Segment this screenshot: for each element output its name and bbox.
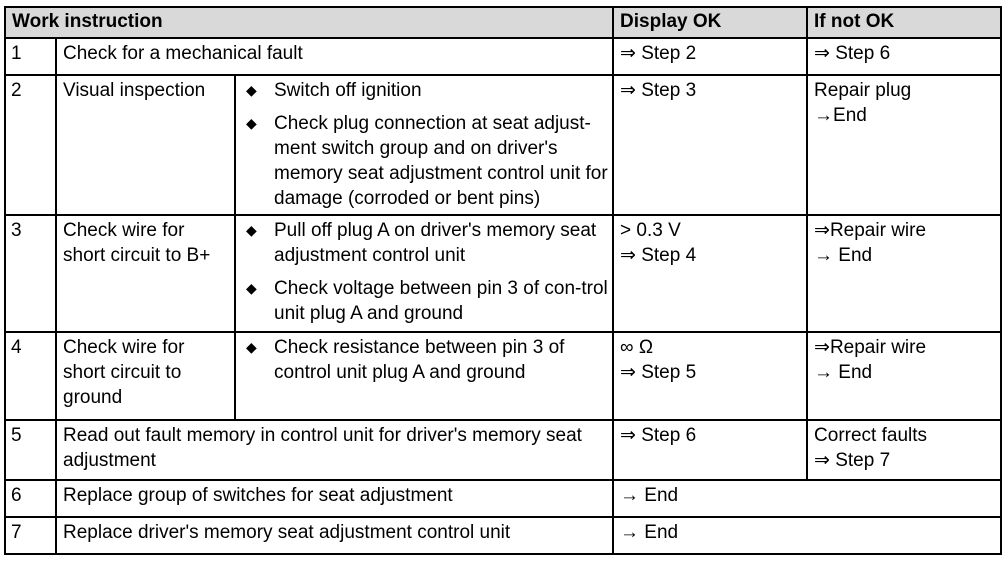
header-work-instruction: Work instruction: [5, 7, 613, 38]
if-not-ok-line: ⇒Repair wire: [814, 337, 927, 358]
display-ok-cell: [613, 38, 807, 75]
if-not-ok-line: → End: [814, 245, 873, 266]
display-ok-line: → End: [620, 522, 679, 543]
display-ok-line: ⇒ Step 3: [620, 80, 697, 101]
display-ok-cell: [613, 420, 807, 480]
step-action: Check for a mechanical fault: [56, 38, 613, 75]
step-number: 6: [5, 480, 56, 517]
table-row: [5, 332, 1001, 420]
bullet-diamond-icon: ◆: [246, 222, 257, 238]
if-not-ok-line: Repair plug: [814, 80, 912, 101]
step-action: Check wire for short circuit to B+: [56, 215, 235, 332]
step-number: 1: [5, 38, 56, 75]
display-ok-line: ⇒ Step 2: [620, 43, 697, 64]
step-action: Read out fault memory in control unit for driver's memory seat adjustment: [56, 420, 613, 480]
list-item: [244, 78, 608, 103]
if-not-ok-cell: [807, 332, 1001, 420]
bullet-text: Check resistance between pin 3 of control unit plug A and ground: [274, 337, 565, 383]
bullet-text: Switch off ignition: [274, 80, 422, 101]
bullet-diamond-icon: ◆: [246, 115, 257, 131]
header-display-ok: Display OK: [613, 7, 807, 38]
step-action: Replace group of switches for seat adjustment: [56, 480, 613, 517]
bullet-text: Check voltage between pin 3 of con-trol unit plug A and ground: [274, 278, 608, 324]
bullet-text: Pull off plug A on driver's memory seat adjustment control unit: [274, 220, 597, 266]
step-number: 5: [5, 420, 56, 480]
if-not-ok-cell: [807, 75, 1001, 215]
table-row: [5, 215, 1001, 332]
display-ok-line: ∞ Ω: [620, 337, 654, 358]
if-not-ok-line: →End: [814, 105, 867, 126]
display-ok-line: ⇒ Step 4: [620, 245, 697, 266]
step-number: 7: [5, 517, 56, 554]
bullet-text: Check plug connection at seat adjust-ment switch group and on driver's memory seat adjustment control unit for damage (corroded or bent pins): [274, 113, 608, 209]
list-item: [244, 218, 608, 268]
list-item: [244, 111, 608, 211]
bullet-diamond-icon: ◆: [246, 280, 257, 296]
step-number: 2: [5, 75, 56, 215]
table-row: [5, 38, 1001, 75]
step-details: [235, 75, 613, 215]
if-not-ok-cell: [807, 38, 1001, 75]
table-header-row: [5, 7, 1001, 38]
step-details: [235, 332, 613, 420]
step-action: Check wire for short circuit to ground: [56, 332, 235, 420]
display-ok-line: > 0.3 V: [620, 220, 681, 241]
table-row: [5, 480, 1001, 517]
display-ok-cell: [613, 480, 1001, 517]
if-not-ok-line: → End: [814, 362, 873, 383]
display-ok-cell: [613, 215, 807, 332]
step-action: Replace driver's memory seat adjustment control unit: [56, 517, 613, 554]
table-row: [5, 75, 1001, 215]
bullet-diamond-icon: ◆: [246, 82, 257, 98]
display-ok-line: ⇒ Step 5: [620, 362, 697, 383]
if-not-ok-cell: [807, 215, 1001, 332]
list-item: [244, 276, 608, 326]
step-action: Visual inspection: [56, 75, 235, 215]
display-ok-cell: [613, 332, 807, 420]
display-ok-cell: [613, 517, 1001, 554]
if-not-ok-line: Correct faults: [814, 425, 928, 446]
table-row: [5, 420, 1001, 480]
display-ok-cell: [613, 75, 807, 215]
bullet-diamond-icon: ◆: [246, 339, 257, 355]
table-row: [5, 517, 1001, 554]
list-item: [244, 335, 608, 385]
display-ok-line: → End: [620, 485, 679, 506]
step-number: 4: [5, 332, 56, 420]
step-number: 3: [5, 215, 56, 332]
header-if-not-ok: If not OK: [807, 7, 1001, 38]
if-not-ok-cell: [807, 420, 1001, 480]
if-not-ok-line: ⇒ Step 7: [814, 450, 891, 471]
work-instruction-table: [4, 6, 1002, 555]
if-not-ok-line: ⇒ Step 6: [814, 43, 891, 64]
if-not-ok-line: ⇒Repair wire: [814, 220, 927, 241]
step-details: [235, 215, 613, 332]
display-ok-line: ⇒ Step 6: [620, 425, 697, 446]
